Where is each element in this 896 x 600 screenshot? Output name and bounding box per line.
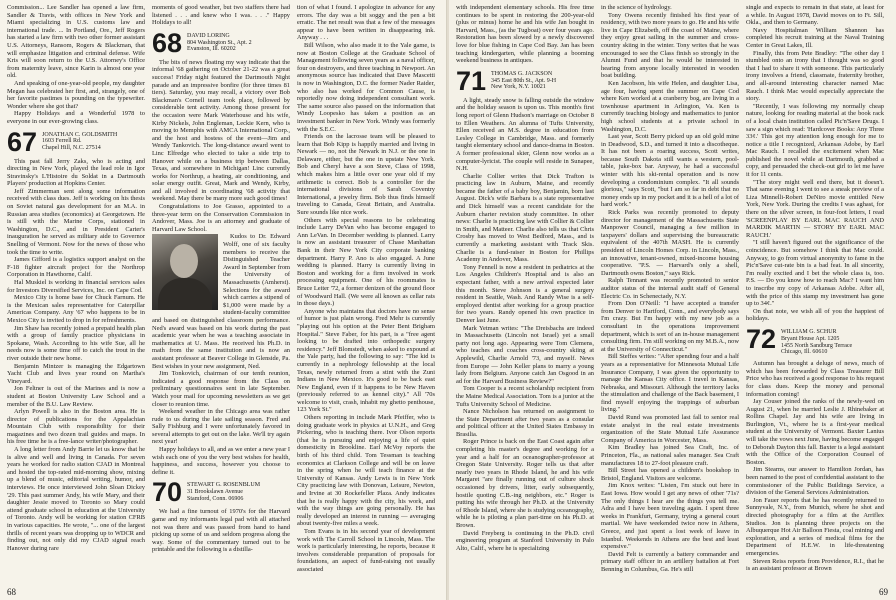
paragraph: Autumn has brought a deluge of news, much of which has been forwarded by Class Treasurer Bill Price who has received a good response to his request for class dues. Keep the money and personal information coming!: [746, 360, 884, 398]
left-column-2: [152, 4, 290, 584]
right-column-1: [456, 4, 594, 584]
paragraph: Kim Bradley has joined Sea Craft, Inc. of Princeton, Fla., as national sales manager. Sea Craft manufactures 18 to 27-foot pleasure craft.: [601, 444, 739, 467]
class-year-number: 71: [456, 68, 487, 93]
paragraph: Nance Nicholson has returned on assignment to the State Department after two years as a consular and political officer at the United States Embassy in Brasilia.: [456, 408, 594, 438]
paragraph: Last year, Scott Berry picked up an old gold mine in Deadwood, S.D., and turned it into a discotheque. It has not been a roaring success, Scott writes, because South Dakota still wants a western, pool-table, juke-box bar. Anyway, he had a successful winter with his ski-rental operation and is now developing a condominium complex. "It all sounds glorious," says Scott, "but I am so far in debt that no money ends up in my pocket and it is a hell of a lot of hard work.": [601, 133, 739, 209]
paragraph: David Rund was promoted last fall to senior real estate analyst in the real estate investments organization of the State Mutual Life Assurance Company of America in Worcester, Mass.: [601, 414, 739, 444]
address-line: 345 East 80th St., Apt. 9-H: [491, 77, 557, 84]
paragraph: Mexico City is home base for Chuck Farnum. He is the Mexican sales representative for Caterpillar Americas Company. Any '67 who happens to be in Mexico City is invited to drop in for refreshments.: [7, 294, 145, 324]
secretary-name: WILLIAM G. SCHUR: [781, 328, 837, 335]
class-year-number: 70: [152, 480, 183, 505]
paragraph: Weekend weather in the Chicago area was rather rude to us during the late sailing season. Fred and Sally Fishburg and I were unfortunately favored in several attempts to get out on the lake. We'll try again next year!: [152, 408, 290, 446]
class-heading-70: [152, 480, 290, 504]
address-line: 1455 North Sandburg Terrace: [781, 342, 853, 349]
class-heading-72: [746, 327, 884, 356]
address-line: Bryant House Apt. 1205: [781, 335, 840, 342]
paragraph: Jim Knox writes: "Listen, I'm stuck out here in East Iowa. How would I get any news of other '71s? The only things I hear are the things you tell me. Adra and I have been traveling again. I spent three weeks in Frankfurt, Germany, trying a general court martial. We have weekended twice now in Athens, Greece, and just spent a lost week of leave in Istanbul. Weekends in Athens are the best and least expensive.": [601, 482, 739, 551]
right-column-2: [601, 4, 739, 584]
address-line: 804 Washington St., Apt. 2: [187, 39, 252, 46]
secretary-name: JONATHAN C. GOLDSMITH: [42, 131, 118, 138]
paragraph: A long letter from Andy Barrie let us know that he is alive and well and living in Canada. For seven years he worked for radio station CJAD in Montreal and hosted the top-rated mid-morning show, mixing up a blend of music, editorial writing, humor, and interviews. He once interviewed John Sloan Dickey '29. This past summer Andy, his wife Mary, and their daughter Jessie moved to Toronto so Mary could attend graduate school in education at the University of Toronto. Andy will be working for station CFRB in various capacities. He wrote, "... one of the largest thrills of recent years was dropping up to WDCR and finding out, not only did my CJAD signal reach Hanover during rare: [7, 446, 145, 552]
secretary-name: THOMAS G. JACKSON: [491, 70, 553, 77]
paragraph: tion of what I found. I apologize in advance for any errors. The day was a bit soggy and the pen a bit erratic. The net result was that a few of the messages appear to have been written in disappearing ink. Anyway . . .: [297, 4, 435, 42]
paragraph: We had a fine turnout of 1970's for the Harvard game and my informants legal pad with all attached not was there and was passed from hand to hand picking up some of us and seldom progress along the way. Some of the commentary turned out to be printable and the following is a distilla-: [152, 508, 290, 554]
paragraph: The bits of news floating my way indicate that the informal '68 gathering on October 21-22 was a great success! Friday night featured the Dartmouth Night parade and an impressive bonfire (for three times 81 tiers). Saturday, you may recall, a victory over Bob Blackman's Cornell team took place, followed by considerable tent activity. Among those present for the occasion were Mark Waterhouse and his wife, Kirby Nickels, John Engleman, Leckie Kern, who is moving to Memphis with AMCA International Corp., and the host and hostess of the event—Jim and Wendy Tankovich. The long-distance award went to Linc Elfredge who elected to take a side trip to Hanover while on a business trip between Dallas, Texas, and somewhere in Michigan! Linc currently works for Northrup, a heating, air conditioning, and solar energy outfit. Great, Mark and Wendy, Kirby, and all involved in coordinating '68 activity that weekend. May there be many more such good times!: [152, 58, 290, 203]
paragraph: Bill Street has opened a children's bookshop in Bristol, England. Visitors are welcome.: [601, 467, 739, 482]
right-column-3: [746, 4, 884, 584]
paragraph: A light, steady snow is falling outside the window and the holiday season is upon us. This month's first long report of Glenn Hudson's marriage on October 8 to Ellen Weathers. An alumna of Tufts University, Ellen received an M.S. degree in education from Lesley College in Cambridge, Mass. and formerly taught elementary school and dance-drama in Boston. A former professional skier, Glenn now works as a computer-lyricist. The couple will reside in Sunapee, N.H.: [456, 96, 594, 173]
paragraph: Steven Reiss reports from Providence, R.I., that he is an assistant professor at Brown: [746, 557, 884, 573]
paragraph: Tony Fennell is now a resident in pediatrics at the Los Angeles Children's Hospital and is also an expectant father, with a new arrival expected later this month. Steve Johnson is a general surgery resident in Seattle, Wash. And Randy Wise is a self-employed dentist after working for a group practice for two years. Randy opened his own practice in Denver last June.: [456, 263, 594, 324]
paragraph: in the science of hydrology.: [601, 4, 672, 11]
paragraph: Hal Muskiel is working in financial services sales for Investors Diversified Services, Inc. on Cape Cod.: [7, 279, 145, 294]
paragraph: moments of good weather, but two staffers there had listened . . . and knew who I was. . . ." Happy Holidays to all!: [152, 4, 290, 27]
address-line: 31 Brookslawn Avenue: [187, 489, 243, 496]
paragraph: Tony Owens recently finished his first year of residency, with two more years to go. He and his wife live in Cape Elizabeth, off the coast of Maine, where they enjoy great sailing in the summer and cross-country skiing in the winter. Tony writes that he was encouraged to see the Class finish so strongly in the Alumni Fund and that he would be interested in hearing from anyone locally interested in wooden boat building.: [601, 11, 739, 80]
paragraph: Roger Prince is back on the East Coast again after completing his master's degree and working for a year and a half for an oceanographer-professor at Oregon State University. Roger tells us that after nearly two years in Rhode Island, he and his wife Margaret "are finally running out of culture shock occasioned by drivers, litter, early subsequently, hostile quoting C.B.-ing neighbors, etc." Roger is putting his wife through her Ph.D. at the University of Rhode Island, where she is studying oceanography, while he is piloting a plan part-time on his Ph.D. at Brown.: [456, 438, 594, 529]
paragraph: Tom Evans is in his second year of development work with The Carroll School in Lincoln, Mass. The work is particularly interesting, he reports, because it involves considerable preparation of proposals for foundations, an aspect of fund-raising not usually associated: [297, 527, 435, 573]
paragraph: "Recently, I was following my normally cheap nature, looking for reading material at the book rack of a local chain institution called Pic'n'Save Drugs. I saw a sign which read: 'Hardcover Books: Any Three 33¢.' This got my attention long enough for me to notice a title I recognized, Arkansas Adobe, by Earl Mac Rauch. I recalled the excitement when Mac published the novel while at Dartmouth, grabbed a copy, and persuaded the check-out girl to let me have it for 11 cents.: [746, 102, 884, 179]
paragraph: Tom Cooper is a recent scholarship recipient from the Maine Medical Association. Tom is a junior at the Tufts University School of Medicine.: [456, 385, 594, 408]
paragraph: Jim Stearns, our answer to Hamilton Jordan, has been named to the post of confidential assistant to the commissioner of the Public Buildings Service, a division of the General Services Administration.: [746, 466, 884, 497]
paragraph: single and expects to remain in that state, at least for a while. In August 1978, David moves on to Ft. Sill, Okla., and then to Germany.: [746, 4, 884, 27]
class-year-number: 68: [152, 30, 183, 55]
paragraph: Arlyn Powell is also in the Boston area. He is director of publications for the Appalachian Mountain Club with responsibility for their magazines and two dozen trail guides and maps. In his free time he is a free-lance writer/photographer.: [7, 408, 145, 446]
paragraph: David Freyberg is continuing in the Ph.D. civil engineering program at Stanford University in Palo Alto, Calif., where he is specializing: [456, 529, 594, 552]
paragraph: From Don O'Neill: "I have accepted a transfer from Denver to Hartford, Conn., and everybody says I'm crazy. But I'm happy with my new job as a consultant in the operations improvement department, which is sort of an in-house management consulting firm. I'm still working on my M.B.A., now at the University of Connecticut.": [601, 300, 739, 353]
address-line: Stamford, Conn. 06906: [187, 496, 244, 503]
paragraph: Mark Yetman writes: "The Dreisbachs are indeed in Massachusetts (Lincoln not Israel) yet a small party not long ago. Appearing were Tom Clemens, who teaches and coaches cross-country skiing at Applewild, Charlie Arnold '73, and myself. News from Europe — John Keller plans to marry a young lady from Belgium. Anyone catch Jan Osgood in an ad for the Harvard Business Review?": [456, 324, 594, 385]
paragraph: Jay Couser joined the ranks of the newly-wed on August 21, when he married Leslie J. Rhinebaker at Rollins Chapel. Jay and his wife are living in Burlington, Vt., where he is a first-year medical student at the University of Vermont. Baxter Lanius will take the vows next June, having become engaged to Deborah Dayton this fall. Baxter is a legal assistant with the Office of the Corporation Counsel of Boston.: [746, 398, 884, 466]
paragraph: "I still haven't figured out the significance of the coincidence. But somehow I think that Mac could. Anyway, to go from virtual anonymity to fame in the Pic'n'Save cut-rate bin is a bad feat. In all sincerity, I'm really excited and I bet the whole class is, too. P.S. — Do you know how to reach Mac? I want him to inscribe my copy of Arkansas Adobe. After all, with the price of this stamp my investment has gone up to 34¢.": [746, 239, 884, 308]
secretary-name: DAVID LORING: [187, 32, 230, 39]
class-year-number: 67: [7, 129, 38, 154]
paragraph: Charlie Collier writes that Dick Trafton is practicing law in Auburn, Maine, and recently became the father of a baby boy, Benjamin, born last August. Dick's wife Barbara is a state representative and Dick himself was a recent candidate for the Auburn charter revision study committee. In other news: Charlie is practicing law with Collier & Collier in Smith, and Matteer. Charlie also tells us that Chris Crosby has moved to West Bedford, Mass., and is currently a marketing assistant with Track Skis. Charlie is a fund-raiser in Boston for Phillips Academy in Andover, Mass.: [456, 172, 594, 264]
left-column-1: [7, 4, 145, 584]
paragraph: Jon Fauer reports that he has recently returned to Sunnyvale, N.Y., from Munich, where he shot and directed photography for a film at the Arriflex Studios. Jon is planning three projects on the Albuquerque Hot Air Balloon Fiesta, coal mining and exploration, and a series of medical films for the Department of H.E.W. in life-threatening emergencies.: [746, 496, 884, 557]
secretary-name: STEWART G. ROSENBLUM: [187, 482, 261, 489]
paragraph: Congratulations to Joe Grasso, appointed to a three-year term on the Conservation Commission in Andover, Mass. Joe is an attorney and graduate of Harvard Law School.: [152, 203, 290, 233]
address-line: Chapel Hill, N.C. 27514: [42, 145, 101, 152]
paragraph: Kudos to Dr. Edward Wolff, one of six faculty members to receive the Distinguished Teacher Award in September from the University of Massachusetts (Amherst). Selections for the award which carries a stipend of $1,000 were made by a student-faculty committee and based on distinguished classroom performance. Ned's award was based on his work during the past academic year when he was a teaching associate in mathematics at U. Mass. He received his Ph.D. in math from the same institution and is now an assistant professor at Beaver College in Glenside, Pa. Best wishes in your new assignment, Ned.: [152, 233, 290, 370]
paragraph: This past fall Jerry Zaks, who is acting and directing in New York, played the lead role in Igor Stravinsky's L'Histoire du Soldat in a Dartmouth Players' production at Hopkins Center.: [7, 157, 145, 188]
paragraph: Rick Parks was recently promoted to deputy director for management of the Massachusetts State Manpower Council, managing a few million in taxpayers' dollars and supervising the bureaucratic equivalent of the 407th MASH. He is currently president of Lincoln Homes Corp. in Lincoln, Mass., an innovative, tenant-owned, mixed-income housing cooperative. "P.S. — Harvard's only a shell, Dartmouth owns Boston," says Rick.: [601, 209, 739, 277]
address-line: New York, N.Y. 10021: [491, 84, 546, 91]
left-page: [0, 0, 447, 600]
paragraph: Commission... Lee Sandler has opened a law firm, Sandler & Travis, with offices in New York and Miami specializing in U.S. customs law and international trade. ... In Portland, Ore., Jeff Rogers has started a law firm with two other former assistant U.S. Attorneys, Ransom, Rogers & Blackman, that will emphasize litigation and criminal defense. Wife Kris will soon return to the U.S. Attorney's Office from maternity leave, since Karin is almost one year old.: [7, 4, 145, 80]
paragraph: Ken Jacobson, his wife Helen, and daughter Lisa, age four, having spent the summer on Cape Cod where Ken worked at a cranberry bog, are living in a townhouse apartment in Arlington, Va. Ken is currently teaching biology and mathematics to junior high school students at a private school in Washington, D.C.: [601, 79, 739, 133]
page-number: 69: [879, 587, 888, 597]
paragraph: Happy holidays to all, and as we enter a new year I wish each one of you the very best wishes for health, happiness, and success, however you choose to define it.: [152, 446, 290, 476]
class-heading-71: [456, 69, 594, 93]
photo-body: [158, 278, 212, 310]
paragraph: Ralph Tennant was recently promoted to senior auditor status of the internal audit staff of General Electric Co. in Schenectady, N.Y.: [601, 277, 739, 300]
paragraph: Jim Tonkovich, chairman of our tenth reunion, indicated a good response from the Class on preliminary questionnaires sent in late September. Watch your mail for upcoming newsletters as we get closer to reunion time.: [152, 370, 290, 408]
paragraph: Benjamin Mintzer is managing the Edgartown Yacht Club and lives year round on Martha's Vineyard.: [7, 362, 145, 385]
paragraph: Finally, this from Pete Bradley: "The other day I stumbled onto an irony that I thought was so good that I had to share it with someone. This particularly irony involves a friend, classmate, fraternity brother, and all-around interesting character named Mac Rauch. I think Mac would especially appreciate the story.: [746, 49, 884, 103]
right-page: [449, 0, 896, 600]
paragraph: Others reporting in include Mark Pfeiffer, who is doing graduate work in physics at U.N.H., and Greg Pickering, who is teaching there. Ivor Olson reports (that he is pursuing and enjoying a life of quiet domesticity in Brookline. Earl McVoy reports the birth of his third child. Tom Tessman is teaching economics at Clarkson College and will be on leave in the spring when he will teach finance at the University of Kansas. Andy Lewis is in New York City practicing law with Donovan, Leisure, Newton, and Irvine at 30 Rockefeller Plaza. Andy indicates that he is really happy with the city, his work, and with the way things are going personally. He has really developed an interest in running — averaging about twenty-five miles a week.: [297, 414, 435, 528]
photo-face: [170, 244, 198, 278]
left-column-3: [297, 4, 435, 584]
portrait-photo: [152, 234, 218, 310]
paragraph: Jon Feltner is out of the Marines and is now a student at Boston University Law School and a member of the B.U. Law Review.: [7, 385, 145, 408]
paragraph: James Gifford is a logistics support analyst on the F-18 fighter aircraft project for the Northrop Corporation in Hawthorne, Calif.: [7, 256, 145, 279]
paragraph: Navy Hospitalman William Shannon has completed his recruit training at the Naval Training Center in Great Lakes, Ill.: [746, 26, 884, 49]
class-year-number: 72: [746, 326, 777, 354]
address-line: Evanston, Ill. 60202: [187, 46, 236, 53]
paragraph: Friends on the lacrosse team will be pleased to learn that Bob Kipp is happily married and living in Newark — no, not the Newark in N.J. or the one in Delaware, either, but the one in upstate New York. Bob and Cheryl have a son Steve, Class of 1998, which makes him a little over one year old if my arithmetic is correct. Bob is a controller for the international divisions of Sarah Coventry International, a jewelry firm. Bob thus finds himself traveling to Canada, Great Britain, and Australia. Sure sounds like nice work.: [297, 133, 435, 217]
page-number: 68: [7, 587, 16, 597]
paragraph: "The story might well end there, but it doesn't. That same evening I went to see a sneak preview of a Liza Minnelli-Robert DeNiro movie entitled New York, New York. During the credits I was aghast, for there on the silver screen, in four-foot letters, I read 'SCREENPLAY BY EARL MAC RAUCH AND MARDIK MARTIN — STORY BY EARL MAC RAUCH.': [746, 178, 884, 239]
class-heading-68: [152, 31, 290, 55]
paragraph: On that note, we wish all of you the happiest of holidays.: [746, 307, 884, 323]
paragraph: Jeff Zimmerman sent along some information received with class dues. Jeff is working on his thesis on Soviet natural gas development for an M.A. in Russian area studies (economics) at Georgetown. He is still with the Marine Corps, stationed in Washington, D.C., and in President Carter's inauguration he served as military aide to Governor Snelling of Vermont. Now for the news of those who took the time to write.: [7, 187, 145, 256]
paragraph: with independent elementary schools. His free time continues to be spent in restoring the 200-year-old (plus or minus) home he and his wife Jan bought in Harvard, Mass., (as the Tugboat) over four years ago. Restoration has been slowed by a newly discovered love for blue fishing in Cape Cod Bay. Jan has been teaching kindergarten, while planning a booming weekend business in antiques.: [456, 4, 594, 65]
paragraph: Bill Steffes writes: "After spending four and a half years as a representative for Minnesota Mutual Life Insurance Company, I was given the opportunity to manage the Kansas City office. I travel in Kansas, Nebraska, and Missouri. Although the territory lacks the stimulation and challenge of the Back basement, I find myself enjoying the trappings of suburban living.": [601, 353, 739, 414]
class-heading-67: [7, 130, 145, 154]
paragraph: Bill Wilson, who also made it to the Yale game, is now at Boston College at the Graduate School of Management following seven years as a naval officer, four on destroyers, and three teaching in Newport. An anonymous source has indicated that Dave Mascetti is now in Washington, D.C. the former Nader Raider, who also has worked for Common Cause, is reportedly now doing independent consultant work. The same source also passed on the information that Windy Loopesko has taken a position as an investment banker in New York. Windy was formerly with the S.E.C.: [297, 41, 435, 133]
paragraph: Jim Shaw has recently joined a prepaid health plan with a group of family practice physicians in Spokane, Wash. According to his wife Sue, all he needs now is some time off to catch the trout in the river outside their new home.: [7, 324, 145, 362]
paragraph: Anyone who maintains that doctors have no sense of humor is just plain wrong. Fred Mehr is currently "playing out his option at the Peter Bent Brigham Hospital." Steve Faber, for his part, is a "free agent looking to be drafted into orthopedic surgery residency." Jeff Blomstedt, when asked to expound at the Yale party, had the following to say: "The kid is currently in a nephrology fellowship at the local Texas, newly returned from a stint with the Zuni Indians in New Mexico. It's good to be back east New England, even if it happens to be New Haven (previously referred to as kennel city)." All '70s welcome to visit, crash, inhabit my ghetto penthouse, 123 York St.": [297, 307, 435, 414]
address-line: 1603 Ferrell Rd.: [42, 138, 82, 145]
paragraph: And speaking of one-year-old people, my daughter Megan has celebrated her first, and, strangely, one of her favorite pastimes is pounding on the typewriter. Wonder where she got that?: [7, 79, 145, 110]
paragraph: Others with special reasons to be celebrating include Larry DeVan who has become engaged to Ann LeVan. In December wedding is planned. Larry is now an assistant treasurer of Chase Manhattan Bank in their New York City corporate banking department. Harry P. Ano is also engaged. A June wedding is planned. Harry is currently living in Boston and working for a firm involved in work processing equipment. One of his roommates is Bruce Leiter '72, a former denizen of the ground floor of Woodward Hall. (We were all known as cellar rats in those days.): [297, 216, 435, 308]
paragraph: David Felt is currently a battery commander and primary staff officer in an artillery battalion at Fort Benning in Columbus, Ga. He's still: [601, 550, 739, 573]
paragraph: Happy Holidays and a Wonderful 1978 to everyone in our ever-growing class.: [7, 110, 145, 125]
address-line: Chicago, Ill. 60610: [781, 349, 828, 356]
